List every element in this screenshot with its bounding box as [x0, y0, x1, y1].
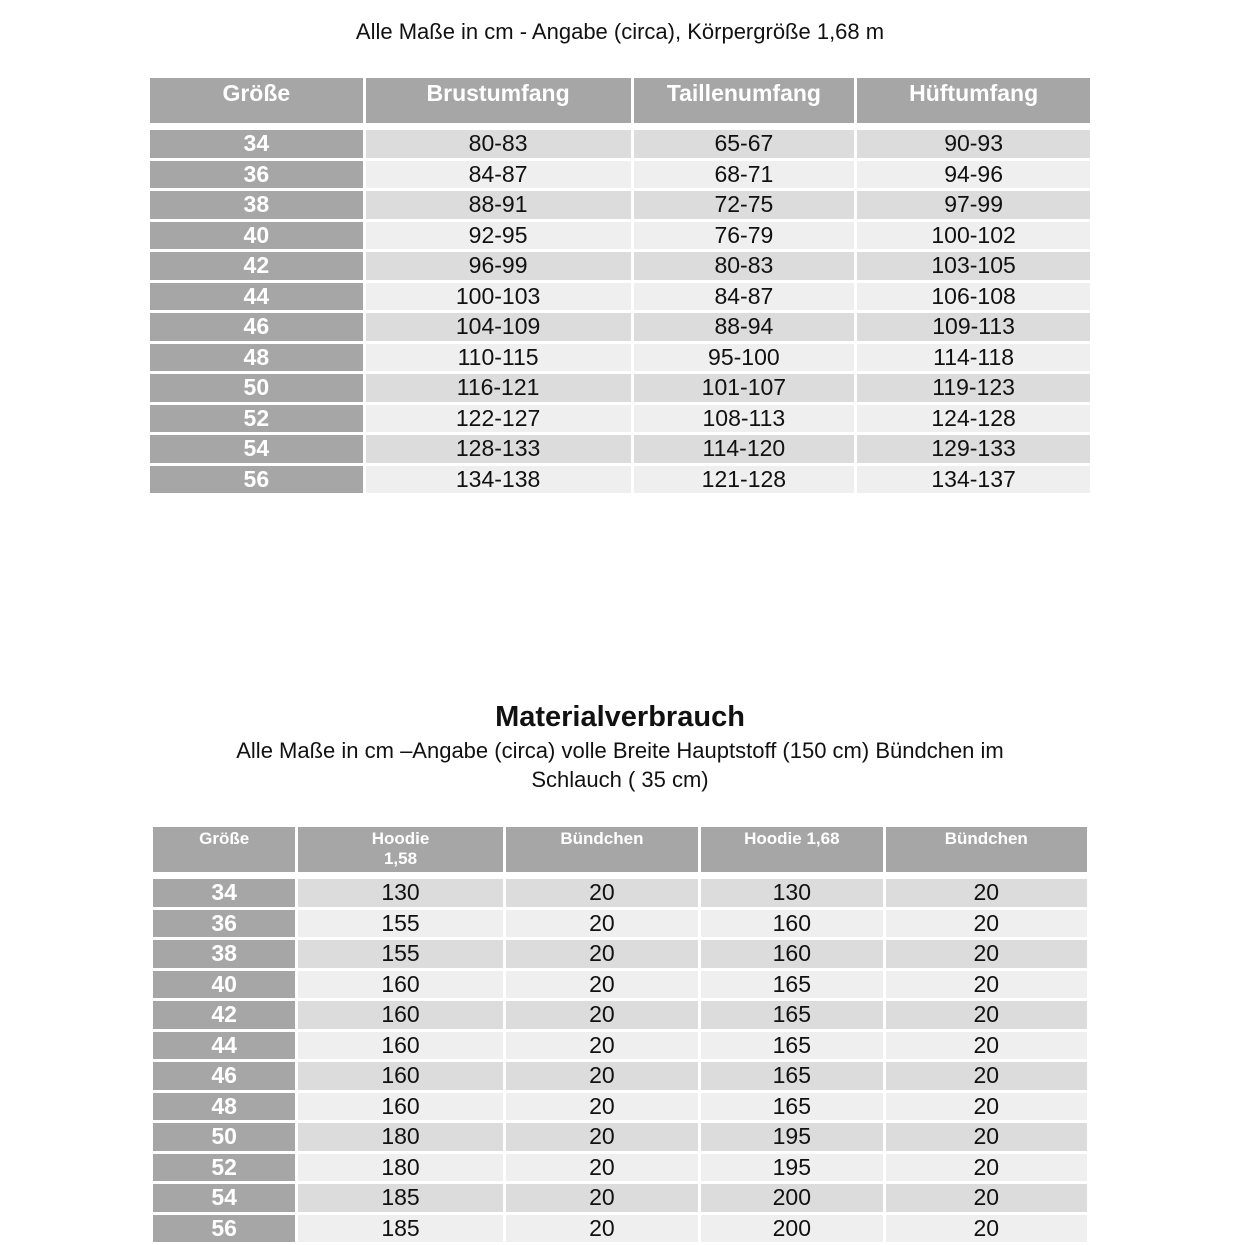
value-cell: 20	[886, 971, 1087, 999]
value-cell: 114-118	[857, 344, 1090, 372]
table-row	[150, 222, 1090, 250]
value-cell: 20	[506, 1123, 698, 1151]
size-cell: 50	[150, 374, 363, 402]
value-cell: 76-79	[634, 222, 855, 250]
value-cell: 134-137	[857, 466, 1090, 494]
table-row	[150, 466, 1090, 494]
spacer-cell	[886, 875, 1087, 876]
value-cell: 20	[886, 1001, 1087, 1029]
value-cell: 106-108	[857, 283, 1090, 311]
header-hueftumfang: Hüftumfang	[857, 78, 1090, 123]
value-cell: 195	[701, 1123, 882, 1151]
table-row	[150, 374, 1090, 402]
value-cell: 20	[886, 1154, 1087, 1182]
size-cell: 38	[153, 940, 295, 968]
size-cell: 48	[153, 1093, 295, 1121]
value-cell: 104-109	[366, 313, 631, 341]
value-cell: 96-99	[366, 252, 631, 280]
value-cell: 122-127	[366, 405, 631, 433]
value-cell: 165	[701, 1032, 882, 1060]
spacer-cell	[634, 126, 855, 127]
value-cell: 20	[886, 940, 1087, 968]
value-cell: 84-87	[634, 283, 855, 311]
value-cell: 95-100	[634, 344, 855, 372]
size-cell: 50	[153, 1123, 295, 1151]
table-row	[150, 191, 1090, 219]
value-cell: 92-95	[366, 222, 631, 250]
material-title: Materialverbrauch	[495, 701, 745, 733]
value-cell: 72-75	[634, 191, 855, 219]
size-cell: 36	[153, 910, 295, 938]
size-cell: 38	[150, 191, 363, 219]
table-row	[153, 1154, 1087, 1182]
value-cell: 108-113	[634, 405, 855, 433]
spacer-cell	[701, 875, 882, 876]
value-cell: 20	[506, 1062, 698, 1090]
value-cell: 90-93	[857, 130, 1090, 158]
table-row	[153, 1184, 1087, 1212]
value-cell: 20	[506, 1001, 698, 1029]
value-cell: 20	[886, 1032, 1087, 1060]
size-cell: 40	[150, 222, 363, 250]
size-cell: 46	[150, 313, 363, 341]
size-cell: 44	[150, 283, 363, 311]
value-cell: 160	[298, 971, 502, 999]
size-cell: 46	[153, 1062, 295, 1090]
value-cell: 165	[701, 1093, 882, 1121]
header-buendchen-2: Bündchen	[886, 827, 1087, 872]
value-cell: 185	[298, 1215, 502, 1243]
size-cell: 48	[150, 344, 363, 372]
value-cell: 155	[298, 910, 502, 938]
value-cell: 160	[701, 910, 882, 938]
spacer-cell	[150, 126, 363, 127]
value-cell: 160	[701, 940, 882, 968]
value-cell: 155	[298, 940, 502, 968]
value-cell: 20	[886, 1184, 1087, 1212]
value-cell: 160	[298, 1093, 502, 1121]
value-cell: 88-91	[366, 191, 631, 219]
size-table-header-row	[150, 78, 1090, 123]
size-cell: 36	[150, 161, 363, 189]
value-cell: 195	[701, 1154, 882, 1182]
size-cell: 42	[150, 252, 363, 280]
value-cell: 165	[701, 1062, 882, 1090]
value-cell: 20	[506, 971, 698, 999]
size-cell: 34	[150, 130, 363, 158]
header-brustumfang: Brustumfang	[366, 78, 631, 123]
value-cell: 130	[298, 879, 502, 907]
value-cell: 100-103	[366, 283, 631, 311]
table-row	[150, 252, 1090, 280]
spacer-cell	[366, 126, 631, 127]
value-cell: 128-133	[366, 435, 631, 463]
material-caption-line-1: Alle Maße in cm –Angabe (circa) volle Breite Hauptstoff (150 cm) Bündchen im	[236, 738, 1004, 763]
spacer-cell	[857, 126, 1090, 127]
table-row	[153, 1062, 1087, 1090]
value-cell: 103-105	[857, 252, 1090, 280]
value-cell: 165	[701, 971, 882, 999]
value-cell: 165	[701, 1001, 882, 1029]
value-cell: 100-102	[857, 222, 1090, 250]
value-cell: 94-96	[857, 161, 1090, 189]
spacer-cell	[153, 875, 295, 876]
table-row	[150, 435, 1090, 463]
table-row	[153, 971, 1087, 999]
value-cell: 180	[298, 1154, 502, 1182]
size-cell: 52	[153, 1154, 295, 1182]
size-table-caption: Alle Maße in cm - Angabe (circa), Körpergröße 1,68 m	[355, 19, 885, 44]
material-table-header-row	[153, 827, 1087, 872]
header-groesse: Größe	[150, 78, 363, 123]
value-cell: 114-120	[634, 435, 855, 463]
size-cell: 54	[150, 435, 363, 463]
table-row	[153, 1001, 1087, 1029]
value-cell: 80-83	[634, 252, 855, 280]
header-groesse: Größe	[153, 827, 295, 872]
value-cell: 20	[886, 1093, 1087, 1121]
value-cell: 20	[506, 1215, 698, 1243]
header-spacer	[150, 126, 1090, 127]
material-caption-line-2: Schlauch ( 35 cm)	[531, 767, 709, 792]
table-row	[150, 313, 1090, 341]
header-buendchen: Bündchen	[506, 827, 698, 872]
value-cell: 65-67	[634, 130, 855, 158]
value-cell: 119-123	[857, 374, 1090, 402]
table-row	[153, 910, 1087, 938]
value-cell: 20	[886, 879, 1087, 907]
value-cell: 160	[298, 1062, 502, 1090]
table-row	[153, 879, 1087, 907]
size-cell: 34	[153, 879, 295, 907]
table-row	[153, 1123, 1087, 1151]
value-cell: 121-128	[634, 466, 855, 494]
header-taillenumfang: Taillenumfang	[634, 78, 855, 123]
size-cell: 44	[153, 1032, 295, 1060]
material-table	[150, 824, 1090, 1245]
table-row	[150, 161, 1090, 189]
size-cell: 42	[153, 1001, 295, 1029]
value-cell: 200	[701, 1215, 882, 1243]
value-cell: 20	[506, 879, 698, 907]
value-cell: 160	[298, 1032, 502, 1060]
material-caption	[0, 736, 1240, 794]
value-cell: 160	[298, 1001, 502, 1029]
material-table-body	[153, 875, 1087, 1242]
value-cell: 134-138	[366, 466, 631, 494]
value-cell: 180	[298, 1123, 502, 1151]
table-row	[153, 940, 1087, 968]
value-cell: 20	[886, 1062, 1087, 1090]
header-hoodie-158	[298, 827, 502, 872]
value-cell: 20	[506, 910, 698, 938]
size-cell: 52	[150, 405, 363, 433]
value-cell: 20	[506, 1184, 698, 1212]
size-cell: 56	[150, 466, 363, 494]
spacer-cell	[298, 875, 502, 876]
value-cell: 129-133	[857, 435, 1090, 463]
table-row	[153, 1215, 1087, 1243]
header-hoodie-label: Hoodie	[371, 829, 430, 848]
value-cell: 101-107	[634, 374, 855, 402]
header-spacer	[153, 875, 1087, 876]
value-cell: 68-71	[634, 161, 855, 189]
value-cell: 124-128	[857, 405, 1090, 433]
value-cell: 88-94	[634, 313, 855, 341]
value-cell: 20	[506, 1093, 698, 1121]
value-cell: 109-113	[857, 313, 1090, 341]
value-cell: 110-115	[366, 344, 631, 372]
value-cell: 84-87	[366, 161, 631, 189]
header-hoodie-168: Hoodie 1,68	[701, 827, 882, 872]
size-cell: 40	[153, 971, 295, 999]
value-cell: 97-99	[857, 191, 1090, 219]
value-cell: 200	[701, 1184, 882, 1212]
value-cell: 185	[298, 1184, 502, 1212]
spacer-cell	[506, 875, 698, 876]
size-table	[147, 75, 1093, 496]
value-cell: 20	[886, 1123, 1087, 1151]
table-row	[153, 1032, 1087, 1060]
value-cell: 20	[506, 1032, 698, 1060]
value-cell: 20	[886, 910, 1087, 938]
value-cell: 20	[506, 1154, 698, 1182]
size-cell: 56	[153, 1215, 295, 1243]
header-hoodie-sub: 1,58	[383, 849, 418, 868]
value-cell: 116-121	[366, 374, 631, 402]
value-cell: 80-83	[366, 130, 631, 158]
table-row	[150, 130, 1090, 158]
size-table-body	[150, 126, 1090, 493]
table-row	[150, 344, 1090, 372]
size-cell: 54	[153, 1184, 295, 1212]
value-cell: 20	[506, 940, 698, 968]
table-row	[150, 405, 1090, 433]
table-row	[150, 283, 1090, 311]
value-cell: 130	[701, 879, 882, 907]
value-cell: 20	[886, 1215, 1087, 1243]
table-row	[153, 1093, 1087, 1121]
